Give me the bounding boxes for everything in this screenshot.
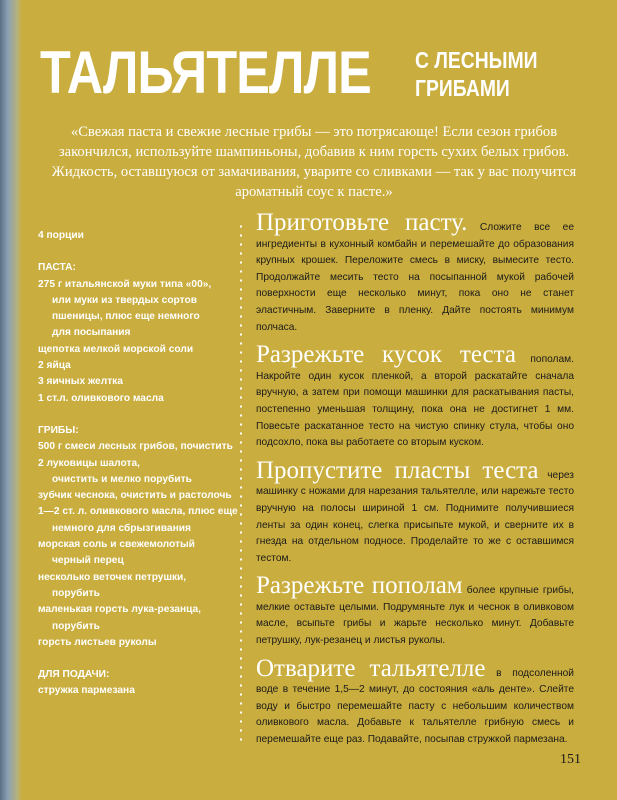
ingredient-line: порубить xyxy=(52,587,100,599)
serving-ingredient-list xyxy=(38,683,248,699)
step-text: более крупные грибы, мелкие оставьте целыми. Подрумяньте лук и чеснок в оливковом масле, всыпьте грибы и жарьте несколько минут. Добавьте петрушку, лук-резанец и листья руколы. xyxy=(256,585,574,647)
ingredient-line: несколько веточек петрушки, xyxy=(38,571,187,583)
step-heading: Приготовьте пасту. xyxy=(256,209,468,236)
spacer xyxy=(38,407,248,423)
ingredient-line: 2 луковицы шалота, xyxy=(38,457,140,469)
step-heading: Отварите тальятелле xyxy=(256,654,486,682)
serving-heading: ДЛЯ ПОДАЧИ: xyxy=(38,669,110,681)
ingredient-line: 1—2 ст. л. оливкового масла, плюс еще xyxy=(38,506,238,518)
ingredient-line: порубить xyxy=(52,620,100,632)
ingredient-line: 1 ст.л. оливкового масла xyxy=(38,392,164,404)
recipe-header xyxy=(40,38,600,123)
ingredient-line: маленькая горсть лука-резанца, xyxy=(38,604,202,616)
intro-quote: «Свежая паста и свежие лесные грибы — это потрясающе! Если сезон грибов закончился, используйте шампиньоны, добавив к ним горсть сухих белых грибов. Жидкость, оставшуюся от замачивания, уварите со сливками — так у вас получится ароматный соус к пасте.» xyxy=(51,124,577,200)
ingredient-line: щепотка мелкой морской соли xyxy=(38,343,194,355)
subtitle-line-2: ГРИБАМИ xyxy=(415,75,510,101)
method-step xyxy=(256,210,574,336)
ingredient-line: зубчик чеснока, очистить и растолочь xyxy=(38,490,232,502)
spacer xyxy=(38,244,248,260)
ingredient-line: горсть листьев руколы xyxy=(38,636,157,648)
ingredients-column xyxy=(38,228,248,700)
ingredient-line: пшеницы, плюс еще немного xyxy=(52,311,200,323)
ingredient-line: черный перец xyxy=(52,555,124,567)
step-heading: Разрежьте кусок теста xyxy=(256,341,516,369)
ingredient-line: стружка пармезана xyxy=(38,685,135,697)
method-step xyxy=(256,656,574,749)
recipe-title: ТАЛЬЯТЕЛЛЕ xyxy=(40,39,371,106)
step-text: в подсоленной воде в течение 1,5—2 минут, до состояния «аль денте». Слейте воду и быстро перемешайте пасту с небольшим количеством оливкового масла. Добавьте к тальятелле грибную смесь и перемешайте еще раз. Подавайте, посыпав стружкой пармезана. xyxy=(256,667,574,746)
ingredient-line: морская соль и свежемолотый xyxy=(38,539,195,551)
step-text: Сложите все ее ингредиенты в кухонный комбайн и перемешайте до образования крупных крошек. Переложите смесь в миску, вымесите тесто. Продолжайте месить тесто на посыпанной мукой рабочей поверхности еще несколько минут, пока оно не станет эластичным. Заверните в пленку. Дайте постоять минимум полчаса. xyxy=(256,222,574,333)
page-number: 151 xyxy=(560,752,581,767)
method-step xyxy=(256,458,574,568)
method-steps xyxy=(256,210,574,755)
pasta-heading: ПАСТА: xyxy=(38,262,76,274)
ingredient-line: 2 яйца xyxy=(38,360,71,372)
subtitle-line-1: С ЛЕСНЫМИ xyxy=(415,47,538,73)
ingredient-line: или муки из твердых сортов xyxy=(52,294,197,306)
spacer xyxy=(38,651,248,667)
method-step xyxy=(256,573,574,649)
step-heading: Разрежьте пополам xyxy=(256,572,463,600)
step-text: через машинку с ножами для нарезания тальятелле, или нарежьте тесто вручную на полосы шириной 1 см. Поднимите получившиеся ленты за один конец, слегка присыпьте мукой, и сверните их в гнезда на отдельном подносе. Проделайте то же с оставшимся тестом. xyxy=(256,469,574,564)
step-heading: Пропустите пласты теста xyxy=(256,456,539,484)
method-step xyxy=(256,342,574,452)
pasta-ingredient-list xyxy=(38,277,248,407)
mushrooms-heading: ГРИБЫ: xyxy=(38,424,79,436)
mushroom-ingredient-list xyxy=(38,439,248,651)
servings: 4 порции xyxy=(38,230,84,241)
recipe-subtitle xyxy=(415,46,538,102)
ingredient-line: очистить и мелко порубить xyxy=(52,473,192,485)
ingredient-line: для посыпания xyxy=(52,327,131,339)
step-text: пополам. Накройте один кусок пленкой, а второй раскатайте сначала вручную, а затем при помощи машинки для раскатывания пасты, постепенно уменьшая толщину, пока она не достигнет 1 мм. Повесьте раскатанное тесто на чистую спинку стула, чтобы оно подсохло, пока вы работаете со вторым куском. xyxy=(256,354,574,449)
book-spine-shadow xyxy=(0,0,22,800)
ingredient-line: 3 яичных желтка xyxy=(38,376,123,388)
ingredient-line: 500 г смеси лесных грибов, почистить xyxy=(38,441,233,453)
ingredient-line: 275 г итальянской муки типа «00», xyxy=(38,278,212,290)
ingredient-line: немного для сбрызгивания xyxy=(52,522,191,534)
dotted-divider xyxy=(240,222,242,742)
